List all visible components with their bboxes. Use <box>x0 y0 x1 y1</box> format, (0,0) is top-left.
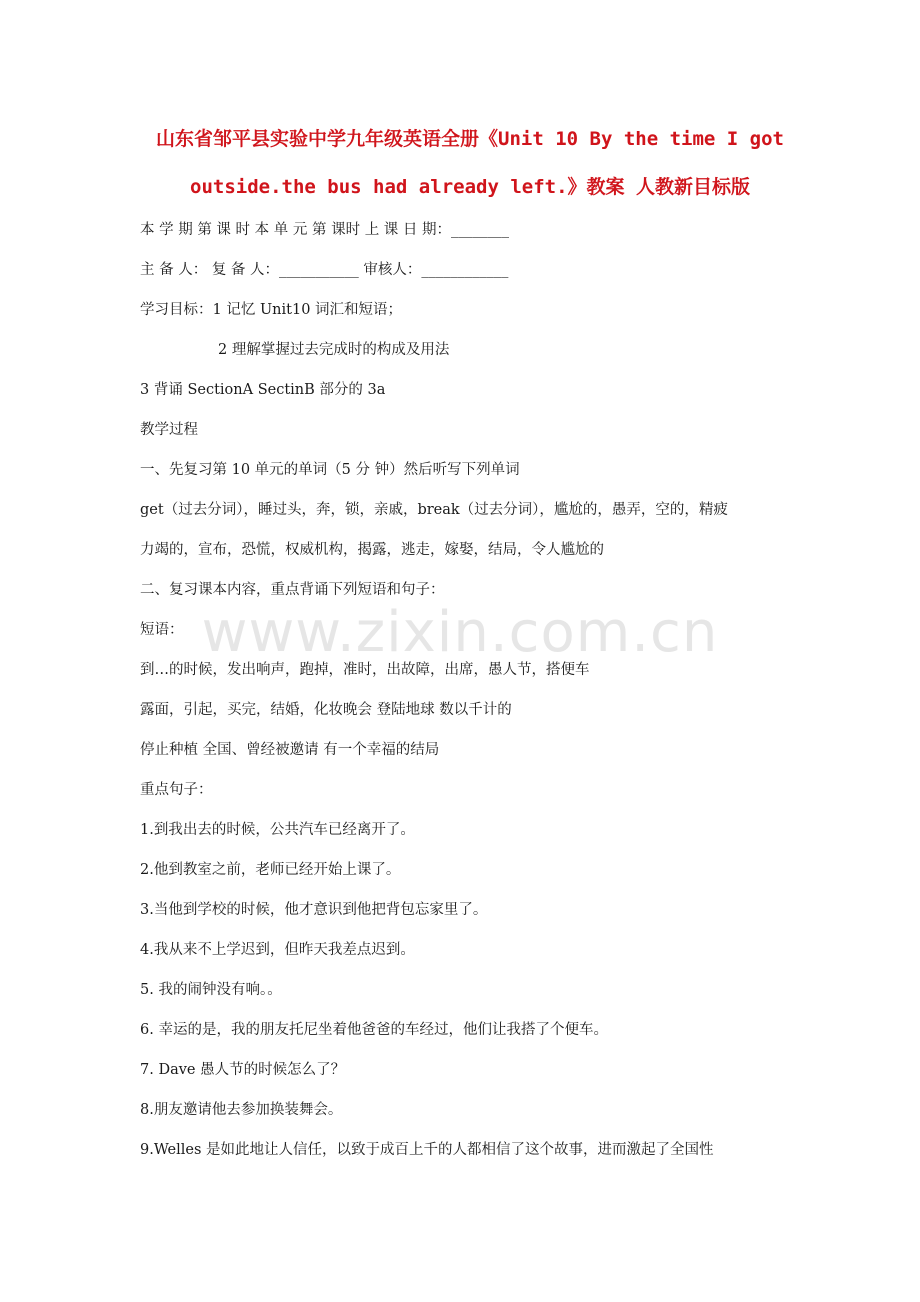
watermark: www.zixin.com.cn <box>201 600 719 665</box>
objective-2: 2 理解掌握过去完成时的构成及用法 <box>218 342 450 358</box>
section-1-heading: 一、先复习第 10 单元的单词（5 分 钟）然后听写下列单词 <box>140 462 520 478</box>
sentence-item: 7. Dave 愚人节的时候怎么了？ <box>140 1062 346 1078</box>
document-title-line-1: 山东省邹平县实验中学九年级英语全册《Unit 10 By the time I got <box>156 128 784 150</box>
document-title-line-2: outside.the bus had already left.》教案 人教新目标版 <box>190 176 750 198</box>
phrases-label: 短语： <box>140 622 184 638</box>
sentence-item: 9.Welles 是如此地让人信任，以致于成百上千的人都相信了这个故事，进而激起了全国性 <box>140 1142 714 1158</box>
sentence-item: 3.当他到学校的时候，他才意识到他把背包忘家里了。 <box>140 902 488 918</box>
sentence-item: 2.他到教室之前，老师已经开始上课了。 <box>140 862 401 878</box>
section-2-heading: 二、复习课本内容，重点背诵下列短语和句子： <box>140 582 445 598</box>
process-heading: 教学过程 <box>140 422 198 438</box>
objective-1: 学习目标：1 记忆 Unit10 词汇和短语； <box>140 302 403 318</box>
sentence-item: 1.到我出去的时候，公共汽车已经离开了。 <box>140 822 415 838</box>
sentence-item: 8.朋友邀请他去参加换装舞会。 <box>140 1102 343 1118</box>
vocab-line-2: 力竭的，宣布，恐慌，权威机构，揭露，逃走，嫁娶，结局，令人尴尬的 <box>140 542 604 558</box>
sentences-label: 重点句子： <box>140 782 213 798</box>
phrases-line-2: 露面，引起，买完，结婚，化妆晚会 登陆地球 数以千计的 <box>140 702 512 718</box>
vocab-line-1: get（过去分词），睡过头，奔，锁，亲戚，break（过去分词），尴尬的，愚弄，空的，精疲 <box>140 502 728 518</box>
sentence-item: 6. 幸运的是，我的朋友托尼坐着他爸爸的车经过，他们让我搭了个便车。 <box>140 1022 608 1038</box>
phrases-line-1: 到…的时候，发出响声，跑掉，准时，出故障，出席，愚人节，搭便车 <box>140 662 590 678</box>
phrases-line-3: 停止种植 全国、曾经被邀请 有一个幸福的结局 <box>140 742 440 758</box>
objective-3: 3 背诵 SectionA SectinB 部分的 3a <box>140 382 386 398</box>
sentence-item: 4.我从来不上学迟到，但昨天我差点迟到。 <box>140 942 415 958</box>
preparers-line: 主 备 人： 复 备 人：___________ 审核人：____________ <box>140 262 509 278</box>
schedule-line: 本 学 期 第 课 时 本 单 元 第 课时 上 课 日 期：________ <box>140 222 510 238</box>
sentence-item: 5. 我的闹钟没有响。。 <box>140 982 282 998</box>
